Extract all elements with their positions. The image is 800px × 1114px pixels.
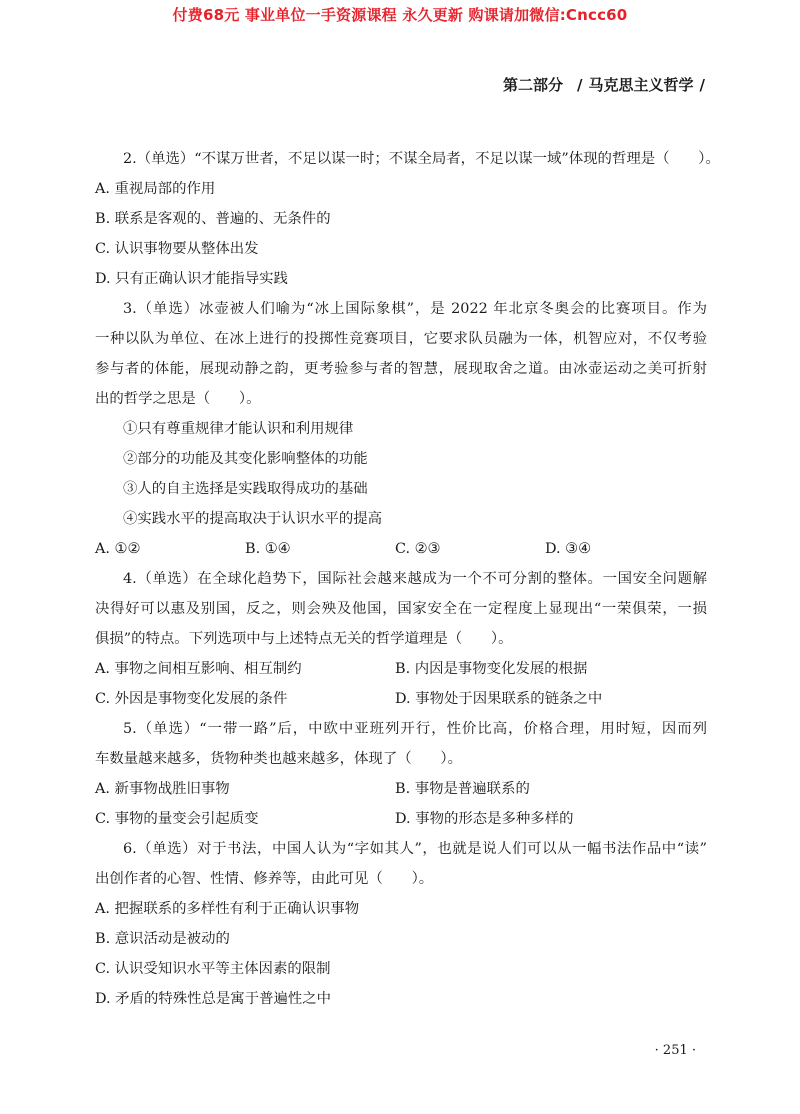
option-b: B. 事物是普遍联系的	[395, 781, 530, 797]
running-header	[503, 74, 705, 95]
option-a: A. ①②	[95, 541, 141, 557]
question-stem: 5.（单选）“一带一路”后，中欧中亚班列开行，性价比高，价格合理，用时短，因而列	[123, 721, 707, 737]
option-a: A. 重视局部的作用	[95, 181, 216, 197]
question-stem: 出的哲学之思是（ ）。	[95, 391, 261, 407]
option-c: C. 认识受知识水平等主体因素的限制	[95, 961, 331, 977]
statement-2: ②部分的功能及其变化影响整体的功能	[123, 451, 368, 467]
option-c: C. 认识事物要从整体出发	[95, 241, 259, 257]
question-stem: 3.（单选）冰壶被人们喻为“冰上国际象棋”，是 2022 年北京冬奥会的比赛项目。作为	[123, 301, 707, 317]
options-row	[95, 774, 707, 804]
options-row	[95, 654, 707, 684]
question-stem: 车数量越来越多，货物种类也越来越多，体现了（ ）。	[95, 751, 462, 767]
header-slash-end: /	[699, 76, 705, 94]
header-slash: /	[577, 76, 583, 94]
option-b: B. 联系是客观的、普遍的、无条件的	[95, 211, 331, 227]
option-a: A. 把握联系的多样性有利于正确认识事物	[95, 901, 360, 917]
option-c: C. ②③	[395, 541, 441, 557]
option-c: C. 事物的量变会引起质变	[95, 811, 259, 827]
question-stem: 2.（单选）“不谋万世者，不足以谋一时；不谋全局者，不足以谋一域”体现的哲理是（ ）。	[123, 151, 720, 167]
question-stem: 出创作者的心智、性情、修养等，由此可见（ ）。	[95, 871, 434, 887]
question-stem: 4.（单选）在全球化趋势下，国际社会越来越成为一个不可分割的整体。一国安全问题解	[123, 571, 707, 587]
options-row	[95, 684, 707, 714]
question-list	[95, 144, 720, 1014]
question-stem: 一种以队为单位、在冰上进行的投掷性竞赛项目，它要求队员融为一体，机智应对，不仅考验	[95, 331, 707, 347]
option-d: D. ③④	[545, 541, 591, 557]
statement-1: ①只有尊重规律才能认识和利用规律	[123, 421, 354, 437]
statement-4: ④实践水平的提高取决于认识水平的提高	[123, 511, 383, 527]
question-2	[95, 144, 720, 294]
header-title: 马克思主义哲学	[588, 76, 694, 94]
question-6	[95, 834, 707, 1014]
option-a: A. 事物之间相互影响、相互制约	[95, 661, 302, 677]
option-d: D. 只有正确认识才能指导实践	[95, 271, 288, 287]
statement-3: ③人的自主选择是实践取得成功的基础	[123, 481, 368, 497]
option-b: B. 内因是事物变化发展的根据	[395, 661, 588, 677]
question-stem: 6.（单选）对于书法，中国人认为“字如其人”，也就是说人们可以从一幅书法作品中“读”	[123, 841, 707, 857]
option-a: A. 新事物战胜旧事物	[95, 781, 230, 797]
question-stem: 俱损”的特点。下列选项中与上述特点无关的哲学道理是（ ）。	[95, 631, 513, 647]
question-stem: 决得好可以惠及别国，反之，则会殃及他国，国家安全在一定程度上显现出“一荣俱荣，一损	[95, 601, 707, 617]
option-d: D. 矛盾的特殊性总是寓于普遍性之中	[95, 991, 332, 1007]
option-b: B. ①④	[245, 541, 291, 557]
options-row	[95, 804, 707, 834]
question-3	[95, 294, 707, 564]
option-d: D. 事物的形态是多种多样的	[395, 811, 574, 827]
question-4	[95, 564, 707, 714]
page-number: · 251 ·	[654, 1043, 696, 1058]
options-row	[95, 534, 707, 564]
question-5	[95, 714, 707, 834]
question-stem: 参与者的体能，展现动静之韵，更考验参与者的智慧，展现取舍之道。由冰壶运动之美可折射	[95, 361, 707, 377]
watermark-banner: 付费68元 事业单位一手资源课程 永久更新 购课请加微信:Cncc60	[172, 6, 628, 24]
header-part: 第二部分	[503, 76, 564, 94]
option-d: D. 事物处于因果联系的链条之中	[395, 691, 603, 707]
option-c: C. 外因是事物变化发展的条件	[95, 691, 288, 707]
option-b: B. 意识活动是被动的	[95, 931, 230, 947]
